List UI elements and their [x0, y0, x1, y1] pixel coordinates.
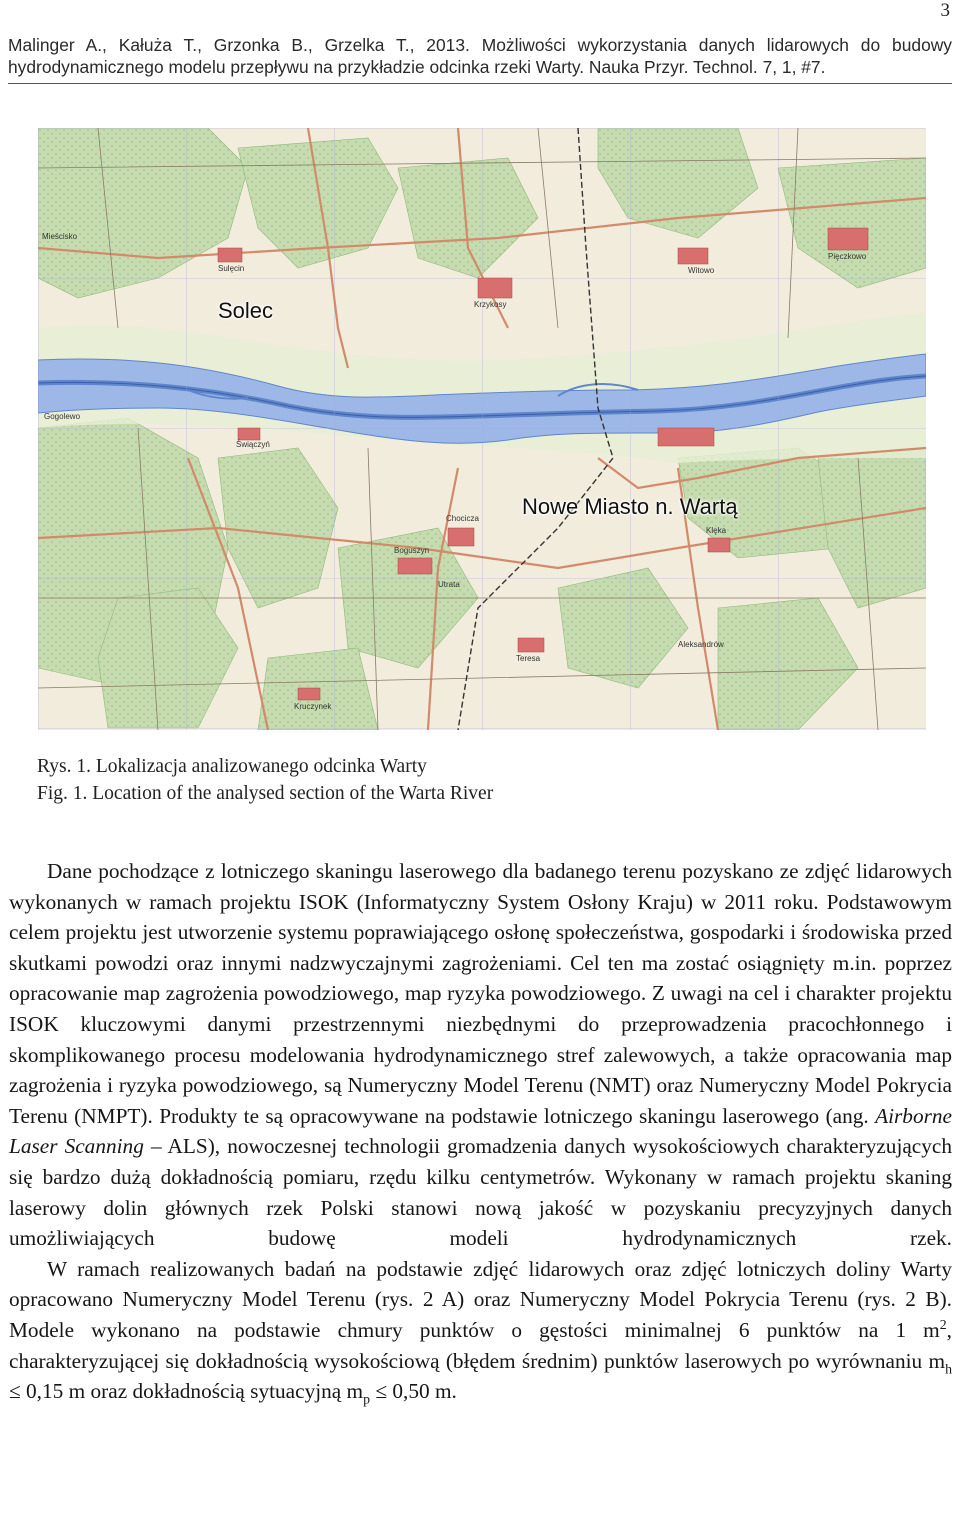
map-place-label: Chocicza: [446, 514, 479, 523]
map-label-solec: Solec: [218, 298, 274, 323]
figure-caption-pl: Rys. 1. Lokalizacja analizowanego odcinka Warty: [37, 756, 427, 777]
map-place-label: Teresa: [516, 654, 541, 663]
map-place-label: Kruczynek: [294, 702, 332, 711]
paragraph-2: W ramach realizowanych badań na podstawie zdjęć lidarowych oraz zdjęć lotniczych doliny Warty opracowano Numeryczny Model Terenu (rys. 2 A) oraz Numeryczny Model Pokrycia Terenu (rys. 2 B). Modele wykonano na podstawie chmury punktów o gęstości minimalnej 6 punktów na 1 $m^2$, charakteryzującej się dokładnością wysokościową (błędem średnim) punktów laserowych po wyrównaniu $m_h \le 0,15$ m oraz dokładnością sytuacyjną $m_p \le 0,50$ m.: [9, 1256, 952, 1407]
map-place-label: Sulęcin: [218, 264, 245, 273]
map-place-label: Krzykosy: [474, 300, 507, 309]
map-place-label: Klęka: [706, 526, 727, 535]
location-map: [38, 128, 926, 730]
map-place-label: Świączyń: [236, 440, 270, 449]
body-text: [9, 856, 952, 1407]
map-place-label: Utrata: [438, 580, 460, 589]
topographic-map-graphic: [38, 128, 926, 730]
map-place-label: Aleksandrów: [678, 640, 724, 649]
header-citation: Malinger A., Kałuża T., Grzonka B., Grzelka T., 2013. Możliwości wykorzystania danych lidarowych do budowy hydrodynamicznego modelu przepływu na przykładzie odcinka rzeki Warty. Nauka Przyr. Technol. 7, 1, #7.: [8, 34, 952, 84]
map-place-label: Pięczkowo: [828, 252, 867, 261]
map-place-label: Boguszyn: [394, 546, 430, 555]
map-place-label: Gogolewo: [44, 412, 81, 421]
figure-caption-en: Fig. 1. Location of the analysed section of the Warta River: [37, 783, 494, 804]
map-label-nowe-miasto: Nowe Miasto n. Wartą: [522, 494, 738, 519]
map-place-label: Mieścisko: [42, 232, 78, 241]
paragraph-1: Dane pochodzące z lotniczego skaningu laserowego dla badanego terenu pozyskano ze zdjęć lidarowych wykonanych w ramach projektu ISOK (Informatyczny System Osłony Kraju) w 2011 roku. Podstawowym celem projektu jest utworzenie systemu poprawiającego osłonę społeczeństwa, gospodarki i środowiska przed skutkami powodzi oraz innymi nadzwyczajnymi zagrożeniami. Cel ten ma zostać osiągnięty m.in. poprzez opracowanie map zagrożenia powodziowego, map ryzyka powodziowego. Z uwagi na cel i charakter projektu ISOK kluczowymi danymi przestrzennymi niezbędnymi do przeprowadzenia pracochłonnego i skomplikowanego procesu modelowania hydrodynamicznego stref zalewowych, a także opracowania map zagrożenia i ryzyka powodziowego, są Numeryczny Model Terenu (NMT) oraz Numeryczny Model Pokrycia Terenu (NMPT). Produkty te są opracowywane na podstawie lotniczego skaningu laserowego (ang. Airborne Laser Scanning – ALS), nowoczesnej technologii gromadzenia danych wysokościowych charakteryzujących się bardzo dużą dokładnością pomiaru, rzędu kilku centymetrów. Wykonany w ramach projektu skaning laserowy dolin głównych rzek Polski stanowi nową jakość w pozyskaniu precyzyjnych danych umożliwiających budowę modeli hydrodynamicznych rzek.: [9, 859, 953, 1251]
page-number: 3: [940, 0, 950, 21]
map-place-label: Witowo: [688, 266, 715, 275]
